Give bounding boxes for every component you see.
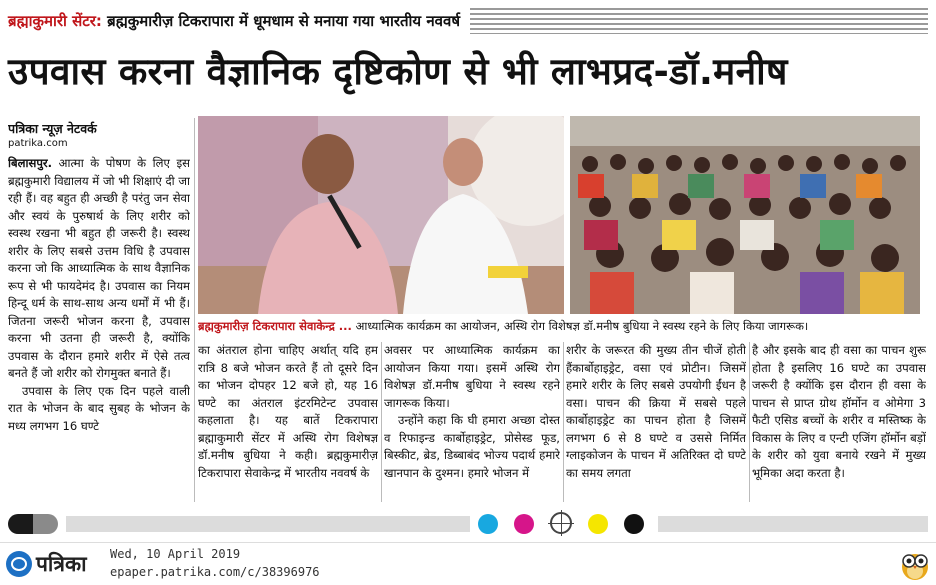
photo-caption bbox=[198, 315, 924, 337]
article-column-1 bbox=[8, 120, 190, 500]
article-paragraph: उपवास के लिए एक दिन पहले वाली रात के भोजन के बाद सुबह के भोजन के मध्य लगभग 16 घण्टे bbox=[8, 383, 190, 433]
patrika-logo[interactable] bbox=[6, 549, 102, 579]
article-paragraph: उन्होंने कहा कि घी हमारा अच्छा दोस्त व रिफाइन्ड कार्बोहाइड्रेट, प्रोसेस्ड फूड, बिस्कीट, ब्रेड, डिब्बाबंद भोज्य पदार्थ हमारे खानपान के दुश्मन। हमारे भोजन में bbox=[384, 413, 560, 480]
audience-photo-illustration bbox=[570, 116, 920, 314]
article-paragraph: का अंतराल होना चाहिए अर्थात् यदि हम रात्रि 8 बजे भोजन करते हैं तो दूसरे दिन का भोजन दोपहर 12 बजे हो, यह 16 घण्टे का अंतराल इंटरमिटेन्ट उपवास कहलाता है। यह बातें टिकरापारा ब्रह्माकुमारी सेंटर में अस्थि रोग विशेषज्ञ डॉ.मनीष बुधिया ने कही। ब्रह्मकुमारीज़ टिकरापारा सेवाकेन्द्र में भारतीय नववर्ष के bbox=[198, 343, 378, 480]
dateline: बिलासपुर. bbox=[8, 156, 53, 170]
logo-text: पत्रिका bbox=[36, 552, 87, 576]
globe-icon bbox=[6, 551, 32, 577]
article-column-5 bbox=[752, 342, 926, 504]
article-paragraph: है और इसके बाद ही वसा का पाचन शुरू होता है इसलिए 16 घण्टे का उपवास जरूरी है क्योंकि इस दौरान ही वसा के पाचन से प्राप्त ग्रोथ हॉर्मोन व ओमेगा 3 फैटी एसिड बच्चों के शरीर व मस्तिष्क के विकास के लिए व एन्टी एजिंग हॉर्मोन बड़ों के शरीर को युवा बनाये रखने में मुख्य भूमिका अदा करता है। bbox=[752, 343, 926, 480]
article-text: आत्मा के पोषण के लिए इस ब्रह्मकुमारी विद्यालय में जो भी शिक्षाएं दी जा रही हैं। वह बहुत ही अच्छी है परंतु जन सेवा और स्वयं के पुरुषार्थ के लिए शरीर को स्वस्थ रखना भी बहुत ही जरूरी है। स्वस्थ शरीर के लिए सबसे उत्तम विधि है उपवास करना जो कि आध्यात्मिक के साथ वैज्ञानिक रूप से भी फायदेमंद है। उपवास का नियम हिन्दू धर्म के साथ-साथ अन्य धर्मों में भी हैं। जितना जरूरी भोजन करना है, उपवास करना भी उतना ही जरूरी है, क्योंकि उपवास के दौरान हमारे शरीर में ऐसे तत्व बनते हैं जो शरीर को रोगमुक्त बनाते हैं। bbox=[8, 156, 190, 380]
article-paragraph: शरीर के जरूरत की मुख्य तीन चीजें होती हैंकार्बोहाइड्रेट, वसा एवं प्रोटीन। जिसमें हमारे शरीर के लिए सबसे उपयोगी ईंधन है वसा। पाचन की क्रिया में सबसे पहले कार्बोहाइड्रेट का पाचन होता है जिसमें लगभग 6 से 8 घण्टे व उससे निर्मित ग्लाइकोजन के पाचन में अतिरिक्त दो घण्टे का समय लगता bbox=[566, 343, 746, 480]
grey-strip bbox=[658, 516, 928, 532]
site-name: patrika.com bbox=[8, 138, 68, 149]
article-paragraph: अवसर पर आध्यात्मिक कार्यक्रम का आयोजन किया गया। इसमें अस्थि रोग विशेषज्ञ डॉ.मनीष बुधिया ने स्वस्थ रहने जागरूक किया। bbox=[384, 343, 560, 410]
article-column-4 bbox=[566, 342, 746, 504]
epaper-url[interactable]: epaper.patrika.com/c/38396976 bbox=[110, 565, 320, 579]
speaker-photo-illustration bbox=[198, 116, 564, 314]
column-divider bbox=[194, 118, 195, 502]
article-column-3 bbox=[384, 342, 560, 504]
kicker-stripes bbox=[470, 8, 928, 34]
footer bbox=[0, 542, 936, 585]
black-swatch bbox=[624, 514, 644, 534]
print-color-bar bbox=[0, 508, 936, 542]
registration-mark bbox=[550, 512, 572, 534]
audience-photo bbox=[570, 116, 920, 314]
kicker-label: ब्रह्माकुमारी सेंटर: bbox=[8, 12, 102, 30]
edition-date: Wed, 10 April 2019 bbox=[110, 547, 241, 561]
yellow-swatch bbox=[588, 514, 608, 534]
byline: पत्रिका न्यूज़ नेटवर्क bbox=[8, 121, 97, 136]
caption-text: आध्यात्मिक कार्यक्रम का आयोजन, अस्थि रोग विशेषज्ञ डॉ.मनीष बुधिया ने स्वस्थ रहने के लिए किया जागरूक। bbox=[351, 319, 809, 333]
kicker bbox=[8, 4, 928, 38]
speaker-photo bbox=[198, 116, 564, 314]
density-patch bbox=[8, 514, 58, 534]
article-paragraph bbox=[8, 155, 190, 383]
article-column-2 bbox=[198, 342, 378, 504]
cyan-swatch bbox=[478, 514, 498, 534]
grey-strip bbox=[66, 516, 470, 532]
caption-label: ब्रह्मकुमारीज़ टिकरापारा सेवाकेन्द्र ... bbox=[198, 319, 352, 333]
kicker-text: ब्रह्मकुमारीज़ टिकरापारा में धूमधाम से मनाया गया भारतीय नववर्ष bbox=[101, 12, 460, 30]
magenta-swatch bbox=[514, 514, 534, 534]
kicker-line bbox=[8, 11, 460, 31]
headline: उपवास करना वैज्ञानिक दृष्टिकोण से भी लाभप्रद-डॉ.मनीष bbox=[8, 50, 788, 93]
column-divider bbox=[749, 342, 750, 502]
column-divider bbox=[563, 342, 564, 502]
owl-icon bbox=[898, 547, 932, 581]
column-divider bbox=[381, 342, 382, 502]
